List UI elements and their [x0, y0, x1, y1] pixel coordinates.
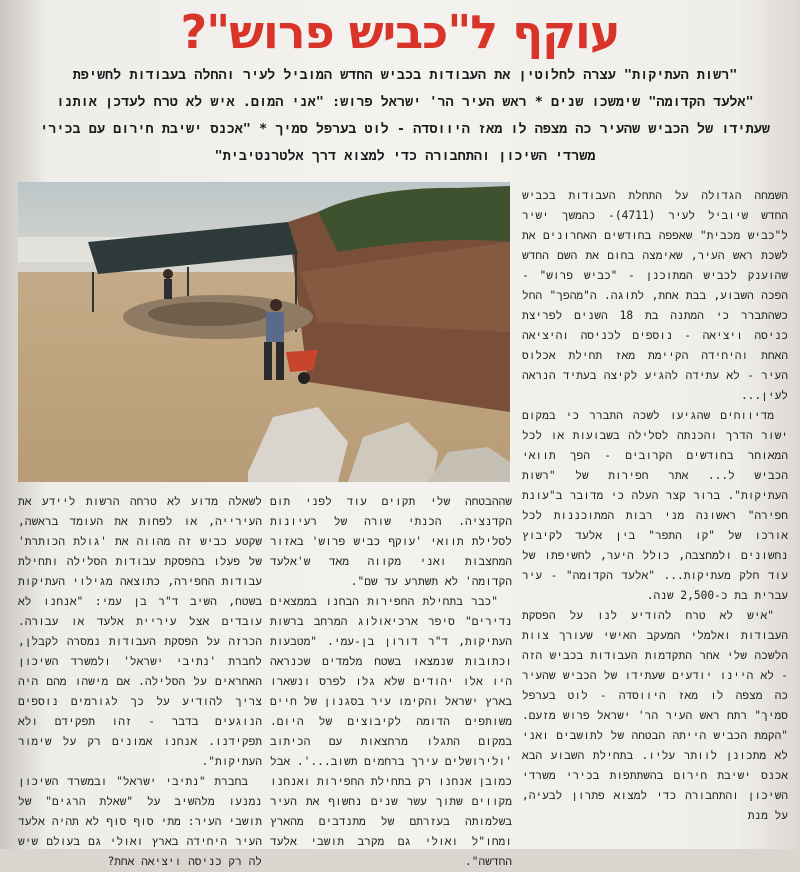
- article-column-middle: [270, 492, 512, 868]
- article-paragraph: "איש לא טרח להודיע לנו על הפסקת העבודות ואלמלי המעקב האישי שעורך צוות הלשכה שלי אחר התקדמות העבודות בכביש הזה - לא היינו יודעים שעתידו של הכביש שהעיר כה מצפה לו מאז היווסדה - לוט בערפל סמיך" רתח ראש העיר הר' ישראל פרוש מזעם. "הקמת הכביש הייתה הבטחה של לתושבים ואני לא מתכונן לוותר עליו. בתחילת השבוע הבא אכנס ישיבת חירום בהשתתפות בכירי משרדי השיכון והתחבורה כדי למצוא פתרון לבעיה, על מנת: [522, 609, 788, 822]
- article-column-left: [18, 492, 262, 868]
- article-paragraph: לשאלה מדוע לא טרחה הרשות ליידע את העירייה, או לפחות את העומד בראשה, שקטע כביש זה מהווה את 'גולת הכותרת' של פעלו בהפסקת עבודות הסלילה ותחילת עבודות החפירה, כתוצאה מגילוי העתיקות בשטח, השיב ד"ר בן עמי: "אנחנו לא עובדים אצל עיריית אלעד או עבורה. הכרזה על הפסקת העבודות נמסרה לקבלן, לחברת 'נתיבי ישראל' ולמשרד השיכון האחראים על הסלילה. אם מישהו מהם היה צריך להודיע על כך לגורמים נוספים הנוגעים בדבר - זהו תפקידם ולא תפקידנו. אנחנו אמונים רק על שימור העתיקות".: [18, 495, 262, 768]
- excavation-photo-illustration: [18, 182, 510, 482]
- subheadline-line: "אלעד הקדומה" שימשכו שנים * ראש העיר הר' ישראל פרוש: "אני המום. איש לא טרח לעדכן אותנו: [56, 94, 754, 110]
- subheadline-line: "רשות העתיקות" עצרה לחלוטין את העבודות בכביש החדש המוביל לעיר והחלה בעבודות לחשיפת: [72, 67, 738, 83]
- article-paragraph: "כבר בתחילת החפירות הבחנו בממצאים נדירים" סיפר ארכיאולוג המרחב ברשות העתיקות, ד"ר דורון בן-עמי. "מטבעות וכתובות שנמצאו בשטח מלמדים שכנראה היו אלו יהודים שלא גלו לפרס ונשארו בארץ ישראל והקימו עיר בסגנון של חיים משותפים הדומה לקיבוצים של היום. במקום התגלו מרחצאות עם הכיתוב 'ולירושלים עירך ברחמים תשוב...'. אבל כמובן אנחנו רק בתחילת החפירות ואנחנו מקווים שתוך עשר שנים נחשוף את העיר בשלמותה בעזרתם של מתנדבים מהארץ ומחו"ל ואולי גם מקרב תושבי אלעד החדשה".: [270, 595, 512, 868]
- article-paragraph: בחברת "נתיבי ישראל" ובמשרד השיכון נמנעו מלהשיב על "שאלת הרגים" של תושבי העיר: מתי סוף סוף לא תהיה אלעד העיר היחידה בארץ ואולי גם בעולם שיש לה רק כניסה ויציאה אחת?: [18, 775, 262, 868]
- article-subheadline: [24, 62, 786, 170]
- article-headline: עוקף ל"כביש פרוש"?: [180, 5, 620, 59]
- article-paragraph: מדיווחים שהגיעו לשכה התברר כי במקום ישור הדרך והכנתה לסלילה בשבועות או לכל המאוחר בחודשים הקרובים - הפך תוואי הכביש ל... אתר חפירות של "רשות העתיקות". ברור קצר העלה כי מדובר ב"עונת חפירה" ראשונה מני רבות המתוכננות לכל אורכו של "קו התפר" בין אלעד לקיבוץ נחשונים ולמחצבה, כולל היער, לחשיפתו של עוד חלק מעתיקות... "אלעד הקדומה" - עיר עברית בת כ-2,500 שנה.: [522, 409, 788, 602]
- article-paragraph: השמחה הגדולה על התחלת העבודות בכביש החדש שיוביל לעיר (4711)- כהמשך ישיר ל"כביש מכבית" שאפפה בחודשים האחרונים את לשכת ראש העיר, שאימצה בחום את השם החדש שהוענק לכביש המתוכנן - "כביש פרוש" - הפכה השבוע, בבת אחת, לתוגה. ה"מהפך" החל כשהתברר כי המתנה בת 18 השנים לפריצת כניסה ויציאה - נוספים לכניסה והיציאה האחת והיחידה הקיימת מאז תחילת אכלוס העיר - לא עתידה להגיע לקיצה בעתיד הנראה לעין...: [522, 189, 789, 402]
- article-paragraph: שההבטחה שלי תקוים עוד לפני תום הקדנציה. הכנתי שורה של רעיונות לסלילת תוואי 'עוקף כביש פרוש' באזור המחצבות ואני מקווה מאד ש'אלעד הקדומה' לא תשתרע עד שם".: [270, 495, 512, 588]
- article-column-right: [522, 186, 788, 846]
- excavation-photo: [18, 182, 510, 482]
- subheadline-line: משרדי השיכון והתחבורה כדי למצוא דרך אלטרנטיבית": [214, 148, 596, 164]
- subheadline-line: שעתידו של הכביש שהעיר כה מצפה לו מאז היווסדה - לוט בערפל סמיך * "אכנס ישיבת חירום עם בכירי: [40, 121, 770, 137]
